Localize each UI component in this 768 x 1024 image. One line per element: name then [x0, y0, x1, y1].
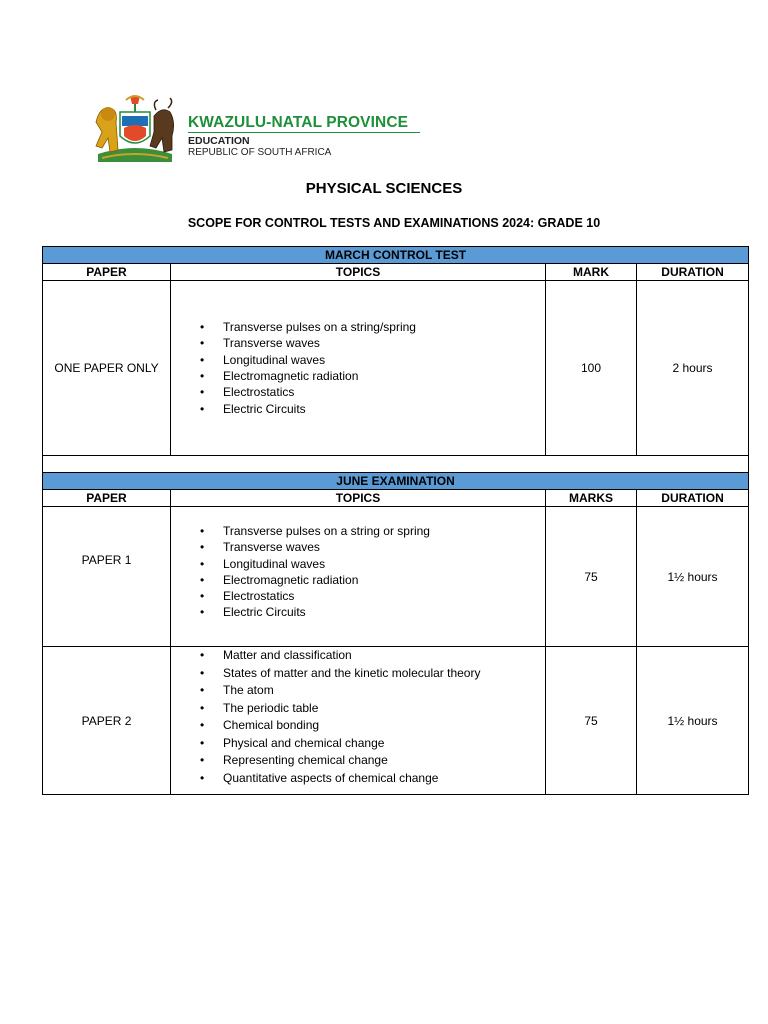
topic-list: [171, 647, 545, 787]
list-item: • Transverse waves: [223, 335, 545, 351]
col-header-paper: PAPER: [43, 490, 171, 507]
table-row: [43, 281, 749, 456]
col-header-duration: DURATION: [637, 264, 749, 281]
list-item: • The atom: [223, 682, 545, 700]
list-item: • Electromagnetic radiation: [223, 572, 545, 588]
topics-cell: [171, 281, 546, 456]
topics-cell: [171, 507, 546, 647]
document-subtitle: SCOPE FOR CONTROL TESTS AND EXAMINATIONS 2024: GRADE 10: [187, 216, 601, 230]
duration-cell: 1½ hours: [637, 647, 749, 795]
col-header-paper: PAPER: [43, 264, 171, 281]
department-name: EDUCATION: [188, 135, 250, 147]
document-title: PHYSICAL SCIENCES: [305, 180, 463, 197]
paper-cell: ONE PAPER ONLY: [43, 281, 171, 456]
table-row: [43, 647, 749, 795]
march-header-row: [43, 264, 749, 281]
topic-list: [171, 319, 545, 417]
list-item: • Electromagnetic radiation: [223, 368, 545, 384]
duration-cell: 2 hours: [637, 281, 749, 456]
coat-of-arms-icon: [92, 92, 178, 164]
list-item: • Transverse waves: [223, 539, 545, 555]
list-item: • Electric Circuits: [223, 401, 545, 417]
col-header-topics: TOPICS: [171, 490, 546, 507]
june-band: JUNE EXAMINATION: [43, 473, 749, 490]
duration-cell: 1½ hours: [637, 507, 749, 647]
col-header-mark: MARK: [546, 264, 637, 281]
june-band-row: [43, 473, 749, 490]
list-item: • Transverse pulses on a string/spring: [223, 319, 545, 335]
list-item: • Electrostatics: [223, 588, 545, 604]
list-item: • Longitudinal waves: [223, 352, 545, 368]
june-header-row: [43, 490, 749, 507]
col-header-marks: MARKS: [546, 490, 637, 507]
list-item: • The periodic table: [223, 700, 545, 718]
list-item: • Matter and classification: [223, 647, 545, 665]
col-header-topics: TOPICS: [171, 264, 546, 281]
table-row: [43, 507, 749, 647]
topic-list: [171, 523, 545, 621]
spacer-cell: [43, 456, 749, 473]
scope-table: [42, 246, 749, 795]
list-item: • States of matter and the kinetic molecular theory: [223, 665, 545, 683]
list-item: • Longitudinal waves: [223, 556, 545, 572]
march-band-row: [43, 247, 749, 264]
paper-cell: PAPER 1: [43, 507, 171, 647]
list-item: • Transverse pulses on a string or spring: [223, 523, 545, 539]
list-item: • Electric Circuits: [223, 604, 545, 620]
col-header-duration: DURATION: [637, 490, 749, 507]
country-name: REPUBLIC OF SOUTH AFRICA: [188, 147, 332, 158]
org-divider: [188, 132, 420, 133]
list-item: • Quantitative aspects of chemical change: [223, 770, 545, 788]
list-item: • Chemical bonding: [223, 717, 545, 735]
list-item: • Representing chemical change: [223, 752, 545, 770]
mark-cell: 75: [546, 647, 637, 795]
list-item: • Physical and chemical change: [223, 735, 545, 753]
mark-cell: 100: [546, 281, 637, 456]
paper-cell: PAPER 2: [43, 647, 171, 795]
org-name: KWAZULU-NATAL PROVINCE: [188, 114, 409, 131]
spacer-row: [43, 456, 749, 473]
mark-cell: 75: [546, 507, 637, 647]
topics-cell: [171, 647, 546, 795]
list-item: • Electrostatics: [223, 384, 545, 400]
letterhead: [92, 92, 432, 164]
march-band: MARCH CONTROL TEST: [43, 247, 749, 264]
